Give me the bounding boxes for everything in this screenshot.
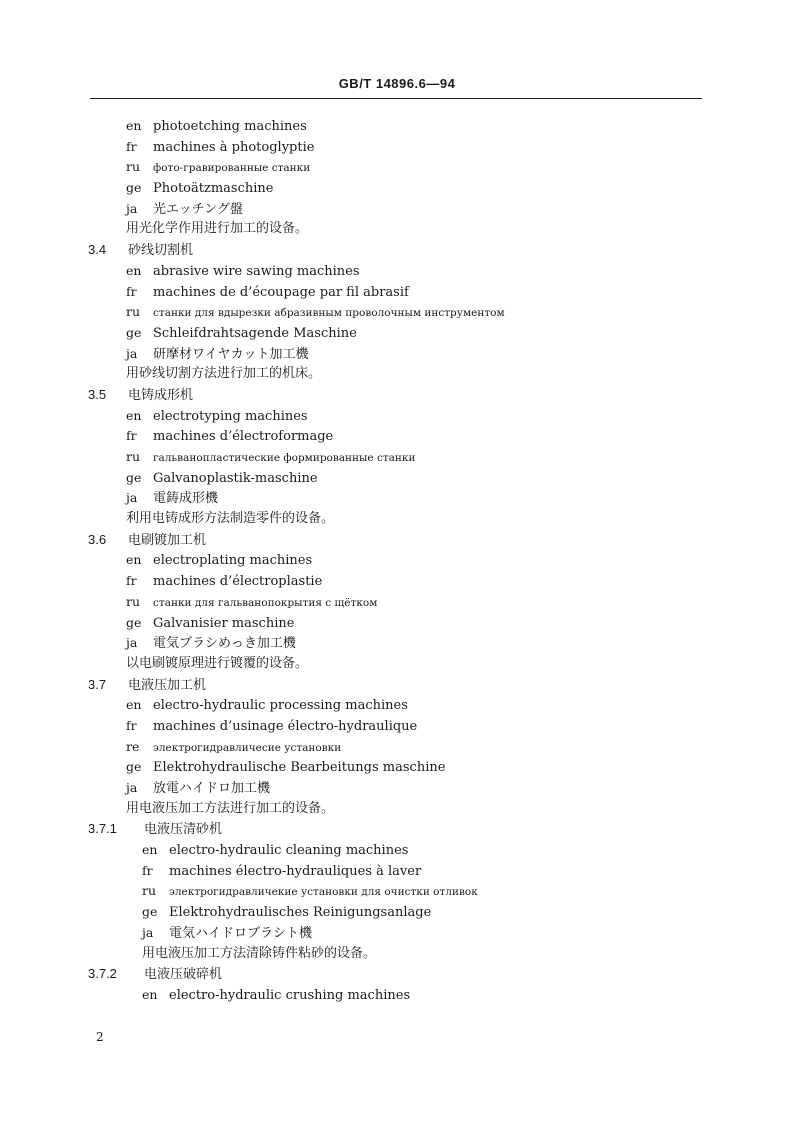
term-line (0, 137, 794, 158)
language-code: fr (126, 283, 137, 299)
term-text: electrotyping machines (153, 408, 308, 424)
language-code: ru (126, 304, 141, 320)
term-text: 電気ハイドロブラシト機 (169, 925, 313, 941)
section-number: 3.5 (88, 386, 107, 402)
term-line (0, 985, 794, 1006)
term-text: electro-hydraulic cleaning machines (169, 843, 409, 859)
term-line (0, 406, 794, 427)
section-title: 砂线切割机 (128, 243, 194, 259)
language-code: ge (126, 759, 142, 775)
term-text: machines d’électroformage (153, 429, 334, 445)
language-code: fr (126, 717, 137, 733)
language-code: ja (142, 924, 154, 940)
term-text: 放電ハイドロ加工機 (153, 781, 271, 796)
term-line (0, 592, 794, 613)
term-text: electro-hydraulic crushing machines (169, 987, 411, 1003)
term-line (0, 633, 794, 654)
term-line (0, 302, 794, 323)
language-code: ge (126, 324, 142, 340)
section-title: 电液压清砂机 (144, 822, 223, 838)
language-code: re (126, 738, 140, 754)
term-line (0, 923, 794, 944)
language-code: fr (126, 573, 137, 589)
term-text: machines d’usinage électro-hydraulique (153, 718, 418, 734)
language-code: ru (126, 449, 141, 464)
section-heading (0, 819, 794, 840)
language-code: ja (126, 635, 138, 651)
term-text: электрогидравличесие установки (153, 741, 342, 754)
term-text: станки для гальванопокрытия с щётком (153, 596, 378, 609)
language-code: fr (142, 862, 153, 878)
term-line (0, 716, 794, 737)
term-text: Galvanisier maschine (153, 615, 295, 631)
section-number: 3.7.2 (88, 966, 117, 982)
term-text: photoetching machines (153, 119, 307, 134)
term-line (0, 881, 794, 902)
term-line (0, 178, 794, 199)
term-text: Schleifdrahtsagende Maschine (153, 325, 357, 341)
term-text: гальванопластические формированные станки (153, 452, 416, 464)
term-line (0, 282, 794, 303)
definition-text: 用光化学作用进行加工的设备。 (126, 221, 309, 237)
term-text: 電鋳成形機 (153, 491, 219, 507)
language-code: ru (142, 883, 157, 899)
term-text: abrasive wire sawing machines (153, 263, 360, 279)
language-code: en (142, 986, 158, 1002)
term-line (0, 613, 794, 634)
definition-text: 用砂线切割方法进行加工的机床。 (126, 366, 322, 382)
term-text: 光エッチング盤 (153, 201, 243, 217)
language-code: ru (126, 593, 141, 609)
term-text: electroplating machines (153, 553, 313, 569)
language-code: ja (126, 780, 138, 795)
language-code: en (126, 262, 142, 278)
term-line (0, 426, 794, 447)
term-line (0, 199, 794, 220)
term-text: 研摩材ワイヤカット加工機 (153, 346, 309, 362)
term-text: machines d’électroplastie (153, 574, 323, 590)
term-line (0, 550, 794, 571)
term-line (0, 861, 794, 882)
section-heading (0, 385, 794, 406)
term-line (0, 737, 794, 758)
definition-text: 以电刷镀原理进行镀覆的设备。 (126, 655, 309, 671)
definition-text: 用电液压加工方法进行加工的设备。 (126, 800, 335, 816)
term-line (0, 116, 794, 137)
section-heading (0, 530, 794, 551)
language-code: ru (126, 159, 141, 175)
language-code: en (126, 118, 142, 133)
section-title: 电液压加工机 (128, 677, 207, 693)
term-line (0, 571, 794, 592)
language-code: en (126, 697, 142, 713)
language-code: en (126, 552, 142, 568)
term-line (0, 344, 794, 365)
definition-text: 用电液压加工方法清除铸件粘砂的设备。 (142, 945, 377, 961)
term-line (0, 902, 794, 923)
term-text: Galvanoplastik-maschine (153, 470, 318, 486)
section-heading (0, 240, 794, 261)
page-number: 2 (96, 1030, 104, 1044)
language-code: ge (126, 180, 142, 196)
term-line (0, 468, 794, 489)
section-number: 3.4 (88, 242, 107, 258)
language-code: en (126, 407, 142, 423)
section-heading (0, 675, 794, 696)
section-number: 3.7.1 (88, 821, 117, 837)
page-header-code: GB/T 14896.6—94 (338, 76, 456, 91)
language-code: ge (126, 614, 142, 630)
section-title: 电刷镀加工机 (128, 532, 207, 548)
section-title: 电铸成形机 (128, 387, 194, 403)
language-code: ja (126, 200, 138, 216)
term-line (0, 778, 794, 799)
term-line (0, 695, 794, 716)
term-line (0, 261, 794, 282)
term-line (0, 447, 794, 468)
term-text: 電気ブラシめっき加工機 (153, 636, 296, 652)
term-line (0, 323, 794, 344)
term-text: machines électro-hydrauliques à laver (169, 863, 422, 879)
term-text: Elektrohydraulisches Reinigungsanlage (169, 905, 432, 921)
term-line (0, 157, 794, 178)
section-title: 电液压破碎机 (144, 967, 223, 983)
term-line (0, 757, 794, 778)
section-number: 3.6 (88, 531, 107, 547)
language-code: fr (126, 138, 137, 154)
term-text: machines à photoglyptie (153, 139, 315, 155)
section-number: 3.7 (88, 676, 107, 692)
term-text: Photoätzmaschine (153, 181, 274, 197)
language-code: ge (142, 904, 158, 920)
term-text: machines de d’écoupage par fil abrasif (153, 284, 409, 300)
language-code: ge (126, 469, 142, 485)
language-code: en (142, 842, 158, 858)
definition-text: 利用电铸成形方法制造零件的设备。 (126, 511, 335, 527)
term-text: Elektrohydraulische Bearbeitungs maschine (153, 760, 446, 776)
language-code: fr (126, 428, 137, 444)
language-code: ja (126, 345, 138, 361)
term-text: станки для вдырезки абразивным проволочным инструментом (153, 307, 505, 320)
term-text: electro-hydraulic processing machines (153, 698, 408, 714)
term-line (0, 840, 794, 861)
header-rule (90, 98, 702, 99)
term-line (0, 488, 794, 509)
term-text: фото-гравированные станки (153, 162, 311, 175)
language-code: ja (126, 490, 138, 506)
document-body (0, 116, 794, 1006)
section-heading (0, 964, 794, 985)
term-text: электрогидравличекие установки для очистки отливок (169, 886, 478, 899)
